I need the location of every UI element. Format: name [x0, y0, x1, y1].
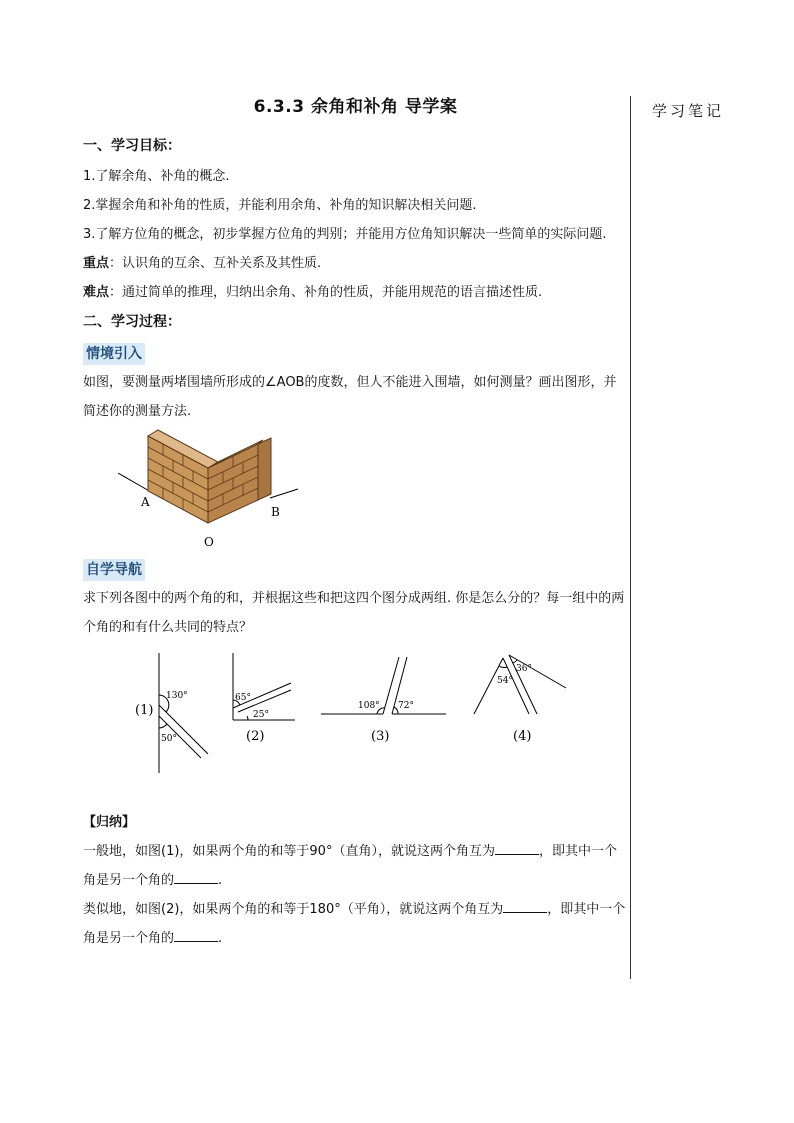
fig1-ray-upper — [159, 705, 208, 754]
summary-complementary — [83, 837, 628, 895]
fig4-angle-left: 54° — [497, 676, 513, 686]
blank-1[interactable] — [495, 841, 539, 855]
summary-heading: 【归纳】 — [83, 815, 136, 830]
ray-ob — [270, 489, 298, 498]
goal-2: 2.掌握余角和补角的性质，并能利用余角、补角的知识解决相关问题. — [83, 198, 477, 213]
fig1-angle-upper: 130° — [166, 691, 188, 701]
blank-4[interactable] — [174, 928, 218, 942]
label-a: A — [141, 495, 150, 509]
key-text: ：认识角的互余、互补关系及其性质. — [109, 256, 322, 271]
fig1-label: (1) — [135, 703, 154, 718]
study-notes-label: 学习笔记 — [652, 102, 725, 120]
intro-tag: 情境引入 — [83, 343, 145, 365]
right-wall-end — [258, 438, 271, 500]
difficulty-label: 难点 — [83, 285, 110, 300]
fig4-arc-left — [499, 666, 507, 668]
fig4-label: (4) — [513, 729, 532, 744]
summary1-part-a: 一般地，如图(1)，如果两个角的和等于90°（直角），就说这两个角互为 — [83, 844, 495, 859]
section-heading-process: 二、学习过程： — [83, 314, 181, 330]
worksheet-body — [83, 92, 628, 953]
fig1-angle-lower: 50° — [161, 734, 177, 744]
fig2-arc-lower — [247, 716, 248, 720]
summary2-part-a: 类似地，如图(2)，如果两个角的和等于180°（平角），就说这两个角互为 — [83, 902, 504, 917]
label-o: O — [204, 535, 214, 549]
self-study-text: 求下列各图中的两个角的和，并根据这些和把这四个图分成两组. 你是怎么分的？每一组中的两个角的和有什么共同的特点？ — [83, 591, 625, 635]
fig4-angle-right: 36° — [516, 664, 532, 674]
fig3-ray-left — [383, 657, 399, 714]
summary2-period: . — [218, 931, 223, 946]
notes-divider — [630, 96, 631, 979]
key-point — [83, 249, 628, 278]
intro-text: 如图，要测量两堵围墙所形成的∠AOB的度数，但人不能进入围墙，如何测量？画出图形，并简述你的测量方法. — [83, 375, 617, 419]
page-title: 6.3.3 余角和补角 导学案 — [253, 97, 458, 117]
wall-figure — [83, 426, 628, 554]
fig2-angle-upper: 65° — [235, 693, 251, 703]
label-b: B — [271, 505, 280, 519]
difficulty-point — [83, 278, 628, 307]
fig2-label: (2) — [246, 729, 265, 744]
fig2-angle-lower: 25° — [253, 710, 269, 720]
fig4-arc-right — [513, 660, 517, 663]
summary1-period: . — [218, 873, 223, 888]
key-label: 重点 — [83, 256, 110, 271]
summary-supplementary — [83, 895, 628, 953]
angle-figures — [83, 650, 628, 790]
fig4-left-ray — [474, 658, 503, 714]
summary1-part-b: ，即其中一个角是另一个角的 — [83, 844, 617, 888]
fig3-angle-left: 108° — [358, 701, 380, 711]
difficulty-text: ：通过简单的推理，归纳出余角、补角的性质，并能用规范的语言描述性质. — [109, 285, 543, 300]
blank-3[interactable] — [503, 899, 547, 913]
fig3-angle-right: 72° — [398, 701, 414, 711]
section-heading-goals: 一、学习目标： — [83, 138, 181, 154]
self-study-tag: 自学导航 — [83, 559, 145, 581]
fig3-label: (3) — [371, 729, 390, 744]
fig1-arc-lower — [159, 724, 167, 728]
summary2-part-b: ，即其中一个角是另一个角的 — [83, 902, 626, 946]
blank-2[interactable] — [174, 870, 218, 884]
goal-3: 3.了解方位角的概念，初步掌握方位角的判别；并能用方位角知识解决一些简单的实际问题. — [83, 227, 607, 242]
goal-1: 1.了解余角、补角的概念. — [83, 169, 230, 184]
